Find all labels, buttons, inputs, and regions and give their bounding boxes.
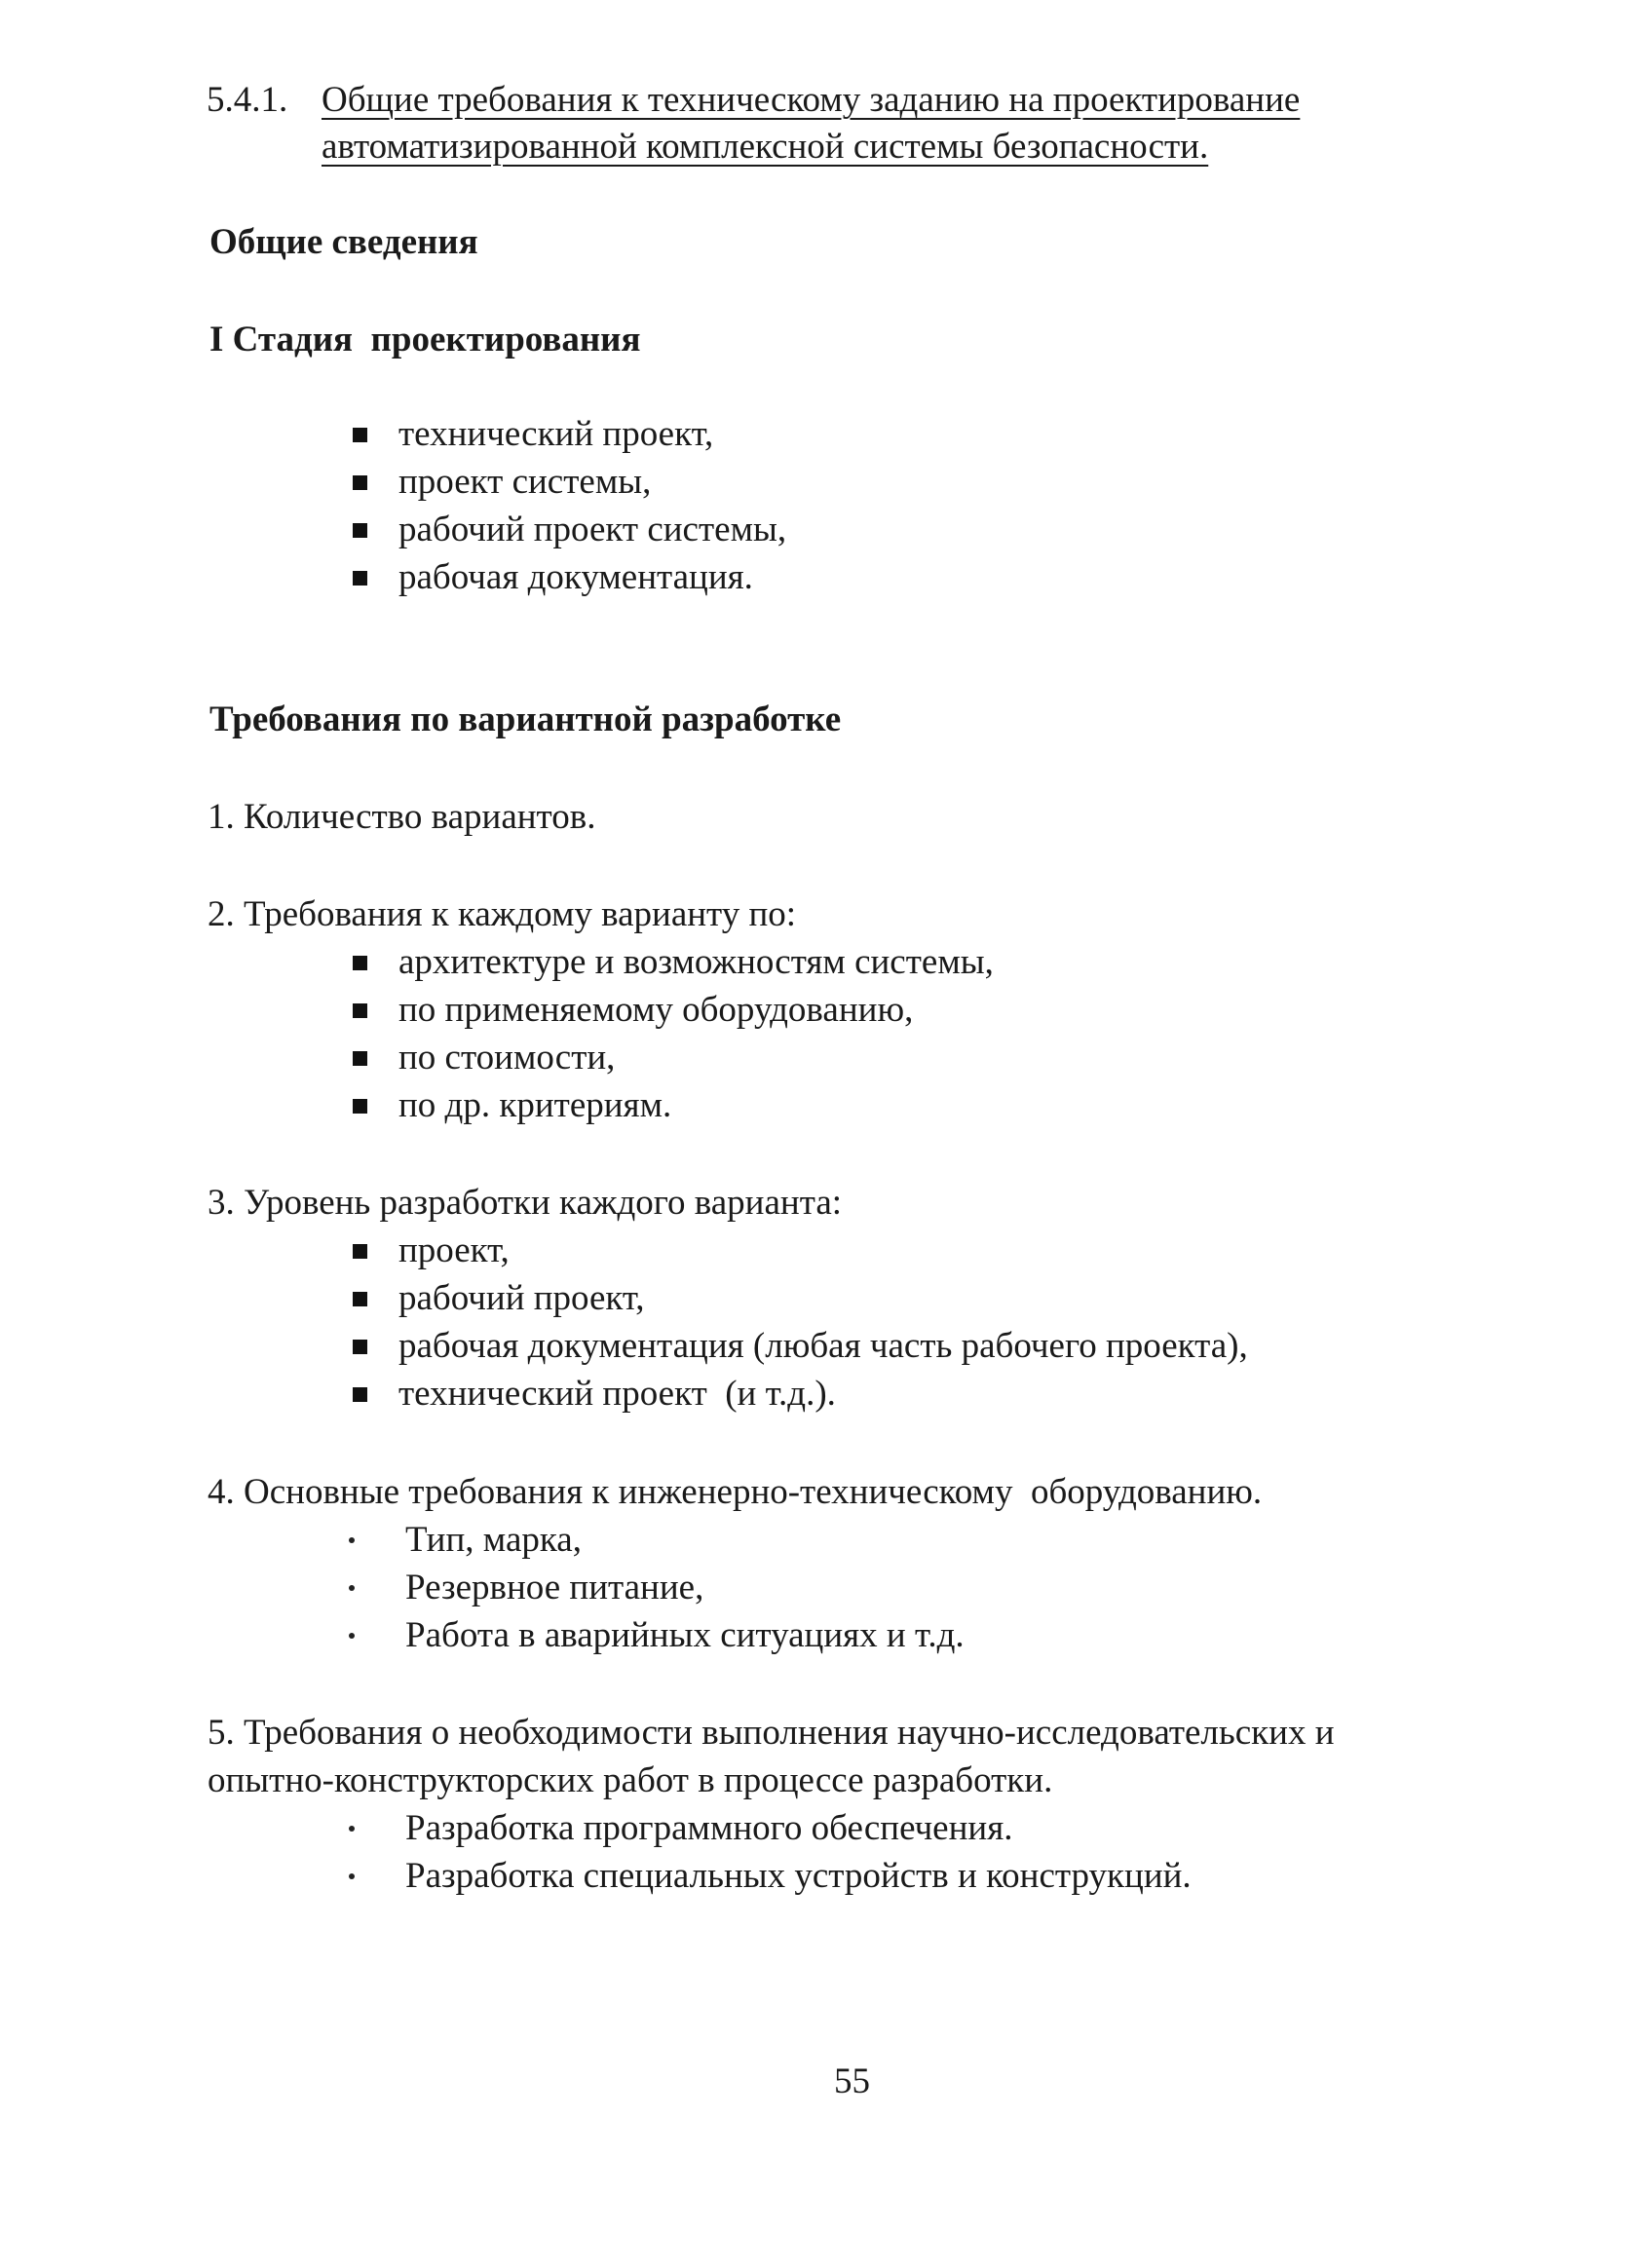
square-bullet-icon	[353, 475, 367, 490]
square-bullet-icon	[353, 1292, 367, 1306]
stage-item: технический проект,	[353, 412, 713, 457]
dot-bullet-icon	[349, 1537, 355, 1543]
point-3-item: рабочая документация (любая часть рабочего проекта),	[353, 1324, 1248, 1369]
point-5-item: Разработка специальных устройств и конструкций.	[349, 1854, 1192, 1899]
dot-bullet-icon	[349, 1826, 355, 1832]
square-bullet-icon	[353, 1099, 367, 1114]
stage-item: рабочая документация.	[353, 555, 753, 600]
square-bullet-icon	[353, 1051, 367, 1066]
point-4-item: Работа в аварийных ситуациях и т.д.	[349, 1613, 965, 1658]
point-2-item: по применяемому оборудованию,	[353, 988, 913, 1033]
dot-bullet-icon	[349, 1633, 355, 1639]
dot-bullet-icon	[349, 1873, 355, 1879]
square-bullet-icon	[353, 1003, 367, 1018]
stage-heading: I Стадия проектирования	[209, 320, 641, 359]
point-3-item: технический проект (и т.д.).	[353, 1372, 836, 1417]
square-bullet-icon	[353, 428, 367, 442]
point-2-item: по стоимости,	[353, 1036, 615, 1080]
square-bullet-icon	[353, 523, 367, 538]
square-bullet-icon	[353, 1244, 367, 1259]
point-5-item: Разработка программного обеспечения.	[349, 1806, 1012, 1851]
square-bullet-icon	[353, 1340, 367, 1354]
square-bullet-icon	[353, 571, 367, 586]
general-heading: Общие сведения	[209, 222, 478, 262]
dot-bullet-icon	[349, 1585, 355, 1591]
point-3-item: проект,	[353, 1228, 510, 1273]
point-3-item: рабочий проект,	[353, 1276, 645, 1321]
square-bullet-icon	[353, 956, 367, 970]
stage-item: проект системы,	[353, 460, 651, 505]
point-4: 4. Основные требования к инженерно-техническому оборудованию.	[208, 1472, 1263, 1512]
point-2: 2. Требования к каждому варианту по:	[208, 894, 797, 934]
point-4-item: Тип, марка,	[349, 1518, 582, 1563]
point-2-item: по др. критериям.	[353, 1083, 671, 1128]
point-1: 1. Количество вариантов.	[208, 797, 596, 837]
section-title-line-1: Общие требования к техническому заданию на проектирование	[322, 80, 1301, 120]
point-5-line-1: 5. Требования о необходимости выполнения научно-исследовательских и	[208, 1713, 1335, 1753]
stage-item: рабочий проект системы,	[353, 508, 786, 552]
point-3: 3. Уровень разработки каждого варианта:	[208, 1183, 843, 1223]
section-number: 5.4.1.	[207, 80, 288, 120]
section-title-line-2: автоматизированной комплексной системы безопасности.	[322, 127, 1209, 167]
variant-heading: Требования по вариантной разработке	[209, 699, 842, 739]
page-number: 55	[834, 2061, 870, 2101]
point-2-item: архитектуре и возможностям системы,	[353, 940, 994, 985]
square-bullet-icon	[353, 1387, 367, 1402]
point-4-item: Резервное питание,	[349, 1566, 703, 1610]
point-5-line-2: опытно-конструкторских работ в процессе разработки.	[208, 1760, 1053, 1800]
